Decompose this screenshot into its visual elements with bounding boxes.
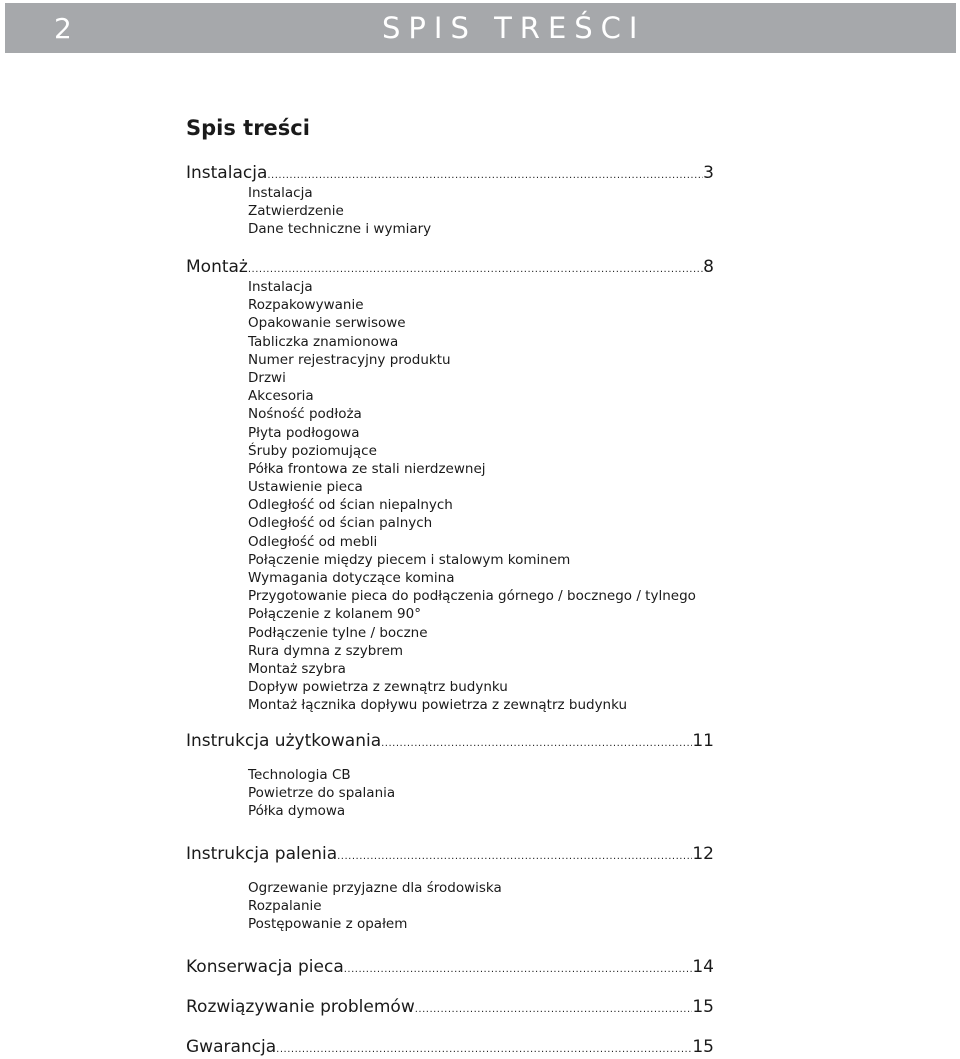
dot-leader xyxy=(276,1036,692,1058)
toc-entry-page: 15 xyxy=(692,1037,714,1057)
toc-entry-page: 8 xyxy=(703,257,714,277)
subsection-item[interactable]: Opakowanie serwisowe xyxy=(248,315,406,332)
subsection-list xyxy=(186,766,714,821)
toc-entry-page: 15 xyxy=(692,997,714,1017)
subsection-item[interactable]: Rura dymna z szybrem xyxy=(248,642,404,659)
toc-section-gwarancja xyxy=(186,1036,714,1058)
subsection-item[interactable]: Półka dymowa xyxy=(248,803,346,820)
dot-leader xyxy=(344,956,693,978)
subsection-list xyxy=(186,278,714,715)
subsection-item[interactable]: Numer rejestracyjny produktu xyxy=(248,351,451,368)
subsection-item[interactable]: Dane techniczne i wymiary xyxy=(248,221,432,238)
toc-entry-title: Gwarancja xyxy=(186,1037,277,1057)
subsection-item[interactable]: Rozpalanie xyxy=(248,898,322,915)
toc-entry-page: 12 xyxy=(692,844,714,864)
dot-leader xyxy=(267,162,703,184)
toc-entry[interactable] xyxy=(186,956,714,978)
toc-entry-title: Konserwacja pieca xyxy=(186,957,344,977)
subsection-item[interactable]: Odległość od ścian niepalnych xyxy=(248,497,453,514)
toc-entry-page: 14 xyxy=(692,957,714,977)
subsection-item[interactable]: Przygotowanie pieca do podłączenia górnego / bocznego / tylnego xyxy=(248,588,696,605)
dot-leader xyxy=(381,730,692,752)
subsection-item[interactable]: Akcesoria xyxy=(248,388,314,405)
subsection-item[interactable]: Śruby poziomujące xyxy=(248,442,377,459)
toc-entry-title: Instalacja xyxy=(186,163,268,183)
subsection-item[interactable]: Montaż szybra xyxy=(248,660,346,677)
subsection-item[interactable]: Instalacja xyxy=(248,185,313,201)
subsection-item[interactable]: Drzwi xyxy=(248,369,286,386)
subsection-item[interactable]: Półka frontowa ze stali nierdzewnej xyxy=(248,460,486,477)
subsection-item[interactable]: Technologia CB xyxy=(248,767,351,783)
toc-entry[interactable] xyxy=(186,843,714,865)
toc-section-konserwacja xyxy=(186,956,714,978)
toc-heading: Spis treści xyxy=(186,116,310,140)
subsection-item[interactable]: Instalacja xyxy=(248,279,313,295)
subsection-item[interactable]: Rozpakowywanie xyxy=(248,297,364,314)
toc-entry[interactable] xyxy=(186,1036,714,1058)
header-title: SPIS TREŚCI xyxy=(382,11,646,45)
toc-entry-title: Montaż xyxy=(186,257,248,277)
subsection-item[interactable]: Wymagania dotyczące komina xyxy=(248,570,455,586)
toc-section-instalacja xyxy=(186,162,714,239)
dot-leader xyxy=(415,996,693,1018)
toc-entry-page: 3 xyxy=(703,163,714,183)
toc-entry-title: Instrukcja użytkowania xyxy=(186,731,382,751)
toc-entry[interactable] xyxy=(186,256,714,278)
toc-entry-title: Instrukcja palenia xyxy=(186,844,338,864)
toc-section-instrukcja-palenia xyxy=(186,843,714,934)
toc-entry[interactable] xyxy=(186,996,714,1018)
dot-leader xyxy=(248,256,703,278)
subsection-item[interactable]: Połączenie z kolanem 90° xyxy=(248,606,421,623)
subsection-item[interactable]: Postępowanie z opałem xyxy=(248,916,408,933)
subsection-item[interactable]: Odległość od mebli xyxy=(248,533,378,550)
subsection-item[interactable]: Dopływ powietrza z zewnątrz budynku xyxy=(248,679,508,696)
toc-entry[interactable] xyxy=(186,730,714,752)
subsection-item[interactable]: Tabliczka znamionowa xyxy=(248,333,399,350)
toc-entry[interactable] xyxy=(186,162,714,184)
subsection-item[interactable]: Montaż łącznika dopływu powietrza z zewnątrz budynku xyxy=(248,697,628,714)
page-header xyxy=(5,3,956,53)
toc-section-rozwiazywanie xyxy=(186,996,714,1018)
page-number: 2 xyxy=(54,12,72,45)
subsection-list xyxy=(186,184,714,239)
subsection-item[interactable]: Ogrzewanie przyjazne dla środowiska xyxy=(248,880,502,896)
subsection-list xyxy=(186,879,714,934)
subsection-item[interactable]: Ustawienie pieca xyxy=(248,479,363,496)
toc-entry-page: 11 xyxy=(692,731,714,751)
toc-section-instrukcja-uzytkowania xyxy=(186,730,714,821)
toc-section-montaz xyxy=(186,256,714,715)
subsection-item[interactable]: Podłączenie tylne / boczne xyxy=(248,624,428,641)
subsection-item[interactable]: Nośność podłoża xyxy=(248,406,362,423)
subsection-item[interactable]: Zatwierdzenie xyxy=(248,203,344,220)
dot-leader xyxy=(337,843,692,865)
subsection-item[interactable]: Odległość od ścian palnych xyxy=(248,515,433,532)
toc-entry-title: Rozwiązywanie problemów xyxy=(186,997,415,1017)
subsection-item[interactable]: Płyta podłogowa xyxy=(248,424,360,441)
subsection-item[interactable]: Powietrze do spalania xyxy=(248,785,396,802)
subsection-item[interactable]: Połączenie między piecem i stalowym kominem xyxy=(248,551,571,568)
